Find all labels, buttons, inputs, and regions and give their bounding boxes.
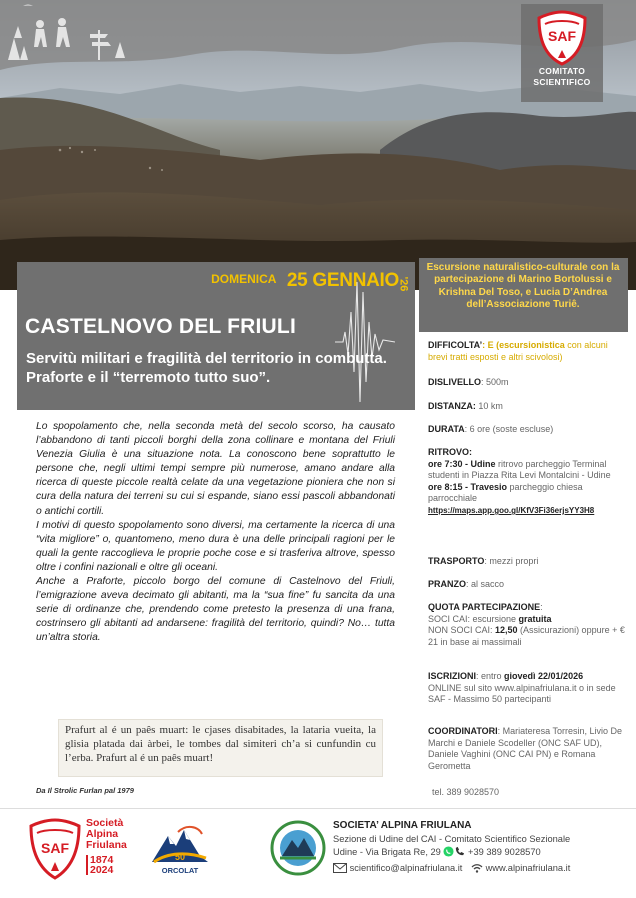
lunch-value: : al sacco bbox=[466, 579, 505, 589]
fee-members-value: gratuita bbox=[518, 613, 552, 624]
signup-row: ISCRIZIONI: entro giovedì 22/01/2026 ONLINE sul sito www.alpinafriulana.it o in sede SAF - Massimo 50 partecipanti bbox=[428, 671, 616, 705]
difficulty-label: DIFFICOLTA’ bbox=[428, 340, 483, 350]
transport-value: : mezzi propri bbox=[484, 556, 539, 566]
story-paragraph: Lo spopolamento che, nella seconda metà del secolo scorso, ha causato l’abbandono di tanti piccoli borghi della zona collinare e montana del Friuli Venezia Giulia è una situazione nota. La conoscono bene soprattutto le persone che, negli ultimi tempi sempre più numerose, amano andare alla ricerca di queste piccole realtà celate da una vegetazione pioniera che non si cura della natura dei terreni su cui si espande, siano essi pascoli abbandonati o antichi cortili. bbox=[36, 421, 395, 517]
lunch-label: PRANZO bbox=[428, 579, 466, 589]
saf-logo-mark: SAF bbox=[41, 840, 69, 856]
duration-row bbox=[428, 424, 626, 436]
coordinators-row bbox=[428, 726, 626, 772]
fee-members: SOCI CAI: escursione bbox=[428, 613, 519, 624]
story-paragraph: I motivi di questo spopolamento sono diversi, ma certamente la ricerca di una “vita migliore” o, quantomeno, meno dura è una delle principali ragioni per le quali la gente raccoglieva le proprie poche cose e si trasferiva altrove, spesso oltre i confini nazionali e oltre gli oceani. bbox=[36, 519, 395, 573]
footer-divider bbox=[0, 808, 636, 809]
whatsapp-icon bbox=[443, 846, 454, 862]
elevation-label: DISLIVELLO bbox=[428, 377, 482, 387]
coordinators-label: COORDINATORI bbox=[428, 726, 498, 736]
org-name: SOCIETA’ ALPINA FRIULANA bbox=[333, 820, 472, 831]
phone-icon bbox=[454, 846, 465, 862]
difficulty-note: con alcuni brevi tratti esposti e altri scivolosi) bbox=[428, 340, 608, 362]
org-address: Udine - Via Brigata Re, 29 bbox=[333, 847, 441, 858]
signup-details: ONLINE sul sito www.alpinafriulana.it o in sede SAF - Massimo 50 partecipanti bbox=[428, 682, 616, 705]
event-date-text: 25 GENNAIO bbox=[286, 270, 399, 291]
difficulty-value: : E (escursionistica bbox=[482, 340, 565, 350]
duration-value: : 6 ore (soste escluse) bbox=[464, 424, 554, 434]
signup-label: ISCRIZIONI bbox=[428, 671, 477, 681]
saf-committee-badge bbox=[521, 4, 603, 102]
story-text bbox=[36, 420, 395, 646]
meeting2-text: parcheggio chiesa parrocchiale bbox=[428, 481, 583, 504]
event-year: '26 bbox=[397, 276, 410, 292]
contact-phone: tel. 389 9028570 bbox=[432, 787, 500, 797]
friulian-quote: Prafurt al é un paês muart: le cjases disabitades, la lataria vueita, la glisia platada dai àrbei, le tombes dal simiteri ch’a si cunfundin cu l’erba. Prafurt al é un paês muart! bbox=[58, 719, 383, 777]
difficulty-row bbox=[428, 340, 626, 363]
org-email[interactable]: scientifico@alpinafriulana.it bbox=[349, 863, 463, 874]
signup-deadline: giovedì 22/01/2026 bbox=[504, 671, 584, 681]
saf-anniversary: 1874 2024 bbox=[86, 855, 113, 875]
duration-label: DURATA bbox=[428, 424, 465, 434]
organization-contacts bbox=[333, 819, 570, 878]
scientific-committee-seal-icon bbox=[270, 820, 326, 876]
lunch-row bbox=[428, 579, 626, 591]
elevation-value: : 500m bbox=[481, 377, 509, 387]
wifi-icon bbox=[471, 863, 483, 878]
event-day-of-week: DOMENICA bbox=[211, 272, 277, 286]
org-phone[interactable]: +39 389 9028570 bbox=[468, 847, 541, 858]
fee-label: QUOTA PARTECIPAZIONE bbox=[428, 602, 541, 612]
meeting-label: RITROVO bbox=[428, 447, 470, 457]
meeting-row: RITROVO: ore 7:30 - Udine ritrovo parcheggio Terminal studenti in Piazza Rita Levi Montalcini - Udine ore 8:15 - Travesio parcheggio chiesa parrocchiale https://maps.app.goo.gl/KfV3Fi36erjsYY3H8 bbox=[428, 447, 611, 515]
event-title-panel bbox=[17, 262, 415, 410]
transport-row bbox=[428, 556, 626, 568]
distance-value: 10 km bbox=[475, 401, 503, 411]
quote-source: Da Il Strolic Furlan pal 1979 bbox=[36, 786, 134, 795]
org-website[interactable]: www.alpinafriulana.it bbox=[485, 863, 571, 874]
event-subtitle: Servitù militari e fragilità del territorio in combutta. Praforte e il “terremoto tutto suo”. bbox=[26, 350, 387, 386]
fee-nonmembers-value: 12,50 bbox=[495, 625, 518, 636]
fee-row: QUOTA PARTECIPAZIONE: SOCI CAI: escursione gratuita NON SOCI CAI: 12,50 (Assicurazioni) oppure + € 21 in base ai massimali bbox=[428, 602, 625, 647]
page-title: CASTELNOVO DEL FRIULI bbox=[25, 315, 296, 338]
org-description: Sezione di Udine del CAI - Comitato Scientifico Sezionale bbox=[333, 833, 571, 844]
story-paragraph: Anche a Praforte, piccolo borgo del comune di Castelnovo del Friuli, l’emigrazione aveva decimato gli abitanti, ma la “sua fine” fu sancita da una serie di ordinanze che, prendendo come pretesto la presenza di una frana, costrinsero gli abitanti ad andarsene: fragilità del territorio, quindi? No… tutta un’altra storia. bbox=[36, 576, 395, 644]
orcolat-number: 50 bbox=[174, 852, 185, 862]
distance-row bbox=[428, 401, 626, 413]
orcolat-label: ORCOLAT bbox=[161, 866, 199, 875]
event-date bbox=[17, 270, 410, 292]
mail-icon bbox=[333, 863, 347, 878]
meeting1-text: ritrovo parcheggio Terminal studenti in Piazza Rita Levi Montalcini - Udine bbox=[428, 458, 611, 481]
committee-label: COMITATO SCIENTIFICO bbox=[533, 66, 591, 87]
saf-name: Società Alpina Friulana bbox=[86, 817, 127, 851]
meeting2-time: ore 8:15 - Travesio bbox=[428, 481, 508, 492]
saf-badge-mark: SAF bbox=[548, 28, 576, 44]
coordinators-value: : Mariateresa Torresin, Livio De Marchi e Daniele Scodeller (ONC SAF UD), Daniele Vaghini (ONC CAI PN) e Romana Gerometta bbox=[428, 726, 623, 771]
map-link[interactable]: https://maps.app.goo.gl/KfV3Fi36erjsYY3H8 bbox=[428, 505, 595, 515]
meeting1-time: ore 7:30 - Udine bbox=[428, 458, 496, 469]
distance-label: DISTANZA: bbox=[428, 401, 476, 411]
transport-label: TRASPORTO bbox=[428, 556, 485, 566]
fee-nonmembers: NON SOCI CAI: bbox=[428, 625, 496, 636]
info-intro: Escursione naturalistico-culturale con la partecipazione di Marino Bortolussi e Krishna Del Toso, e Lucia D’Andrea dell’Associazione Turiê. bbox=[426, 262, 620, 310]
fee-nonmembers-text: (Assicurazioni) oppure + € 21 in base ai massimali bbox=[428, 625, 625, 647]
saf-logo-icon bbox=[27, 818, 83, 880]
elevation-row bbox=[428, 377, 626, 389]
